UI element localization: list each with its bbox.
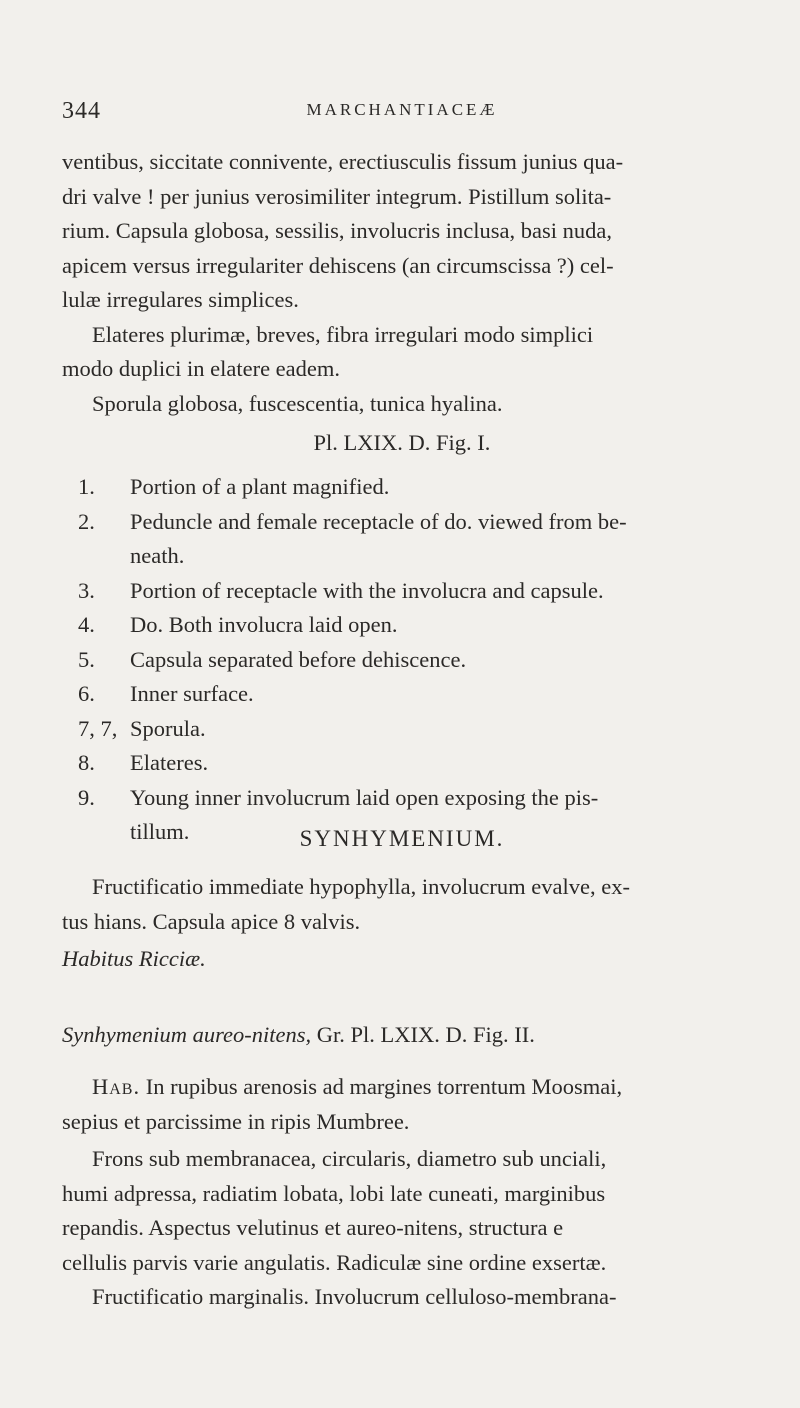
text-line: modo duplici in elatere eadem. (62, 356, 341, 381)
text-line: repandis. Aspectus velutinus et aureo-nitens, structura e (62, 1215, 564, 1240)
list-item (62, 470, 742, 505)
item-number: 1. (78, 474, 95, 499)
text-line: rium. Capsula globosa, sessilis, involucris inclusa, basi nuda, (62, 218, 612, 243)
item-text: Peduncle and female receptacle of do. viewed from be- (130, 508, 627, 534)
species-name: Synhymenium aureo-nitens, (62, 1022, 312, 1047)
text-line: Fructificatio immediate hypophylla, involucrum evalve, ex- (92, 874, 630, 899)
item-number: 4. (78, 612, 95, 637)
species-ref: Gr. Pl. LXIX. D. Fig. II. (316, 1022, 535, 1047)
text-line: tus hians. Capsula apice 8 valvis. (62, 908, 361, 934)
genus-description (62, 870, 742, 939)
item-text: Portion of receptacle with the involucra and capsule. (130, 577, 604, 603)
text-line: Fructificatio marginalis. Involucrum celluloso-membrana- (92, 1284, 617, 1309)
page-number: 344 (62, 98, 101, 124)
text-line: humi adpressa, radiatim lobata, lobi late cuneati, marginibus (62, 1180, 606, 1206)
habitus-line (62, 942, 742, 977)
list-item (62, 677, 742, 712)
list-item (62, 643, 742, 678)
item-text-continued: tillum. (130, 819, 190, 844)
list-item (62, 746, 742, 781)
list-item (62, 574, 742, 609)
item-text: Sporula. (130, 715, 206, 741)
list-item (62, 608, 742, 643)
text-line: Sporula globosa, fuscescentia, tunica hyalina. (92, 390, 503, 416)
running-title: MARCHANTIACEÆ (306, 100, 498, 119)
item-number: 6. (78, 681, 95, 706)
item-text: Portion of a plant magnified. (130, 474, 390, 499)
text-line: cellulis parvis varie angulatis. Radiculæ sine ordine exsertæ. (62, 1249, 607, 1275)
species-line (62, 1018, 742, 1053)
figure-list (62, 470, 742, 850)
list-item (62, 712, 742, 747)
page-header (62, 98, 742, 128)
habitus-text: Habitus Ricciæ. (62, 946, 206, 971)
text-line: apicem versus irregulariter dehiscens (an circumscissa ?) cel- (62, 252, 614, 278)
item-number: 2. (78, 508, 95, 534)
item-number: 5. (78, 646, 95, 672)
hab-label: Hab. (92, 1074, 141, 1099)
list-item (62, 505, 742, 574)
intro-paragraph (62, 145, 742, 421)
item-number: 8. (78, 750, 95, 775)
item-number: 7, 7, (78, 715, 118, 741)
item-number: 9. (78, 784, 95, 810)
frons-paragraph (62, 1142, 742, 1315)
item-text: Young inner involucrum laid open exposing the pis- (130, 784, 599, 810)
genus-heading: SYNHYMENIUM. (299, 826, 505, 851)
text-line: ventibus, siccitate connivente, erectiusculis fissum junius qua- (62, 149, 624, 174)
text-line (62, 1070, 742, 1105)
hab-text: In rupibus arenosis ad margines torrentum Moosmai, (145, 1074, 623, 1099)
text-line: dri valve ! per junius verosimiliter integrum. Pistillum solita- (62, 183, 612, 209)
text-line: Frons sub membranacea, circularis, diametro sub unciali, (92, 1146, 607, 1171)
text-line: sepius et parcissime in ripis Mumbree. (62, 1108, 410, 1134)
item-text-continued: neath. (130, 543, 185, 568)
text-line: Elateres plurimæ, breves, fibra irregulari modo simplici (92, 321, 594, 347)
item-text: Inner surface. (130, 681, 254, 706)
item-text: Do. Both involucra laid open. (130, 612, 398, 637)
item-number: 3. (78, 577, 95, 603)
text-line: lulæ irregulares simplices. (62, 287, 299, 312)
habitat-paragraph (62, 1070, 742, 1139)
plate-heading: Pl. LXIX. D. Fig. I. (313, 430, 491, 455)
item-text: Capsula separated before dehiscence. (130, 646, 467, 672)
item-text: Elateres. (130, 750, 209, 775)
